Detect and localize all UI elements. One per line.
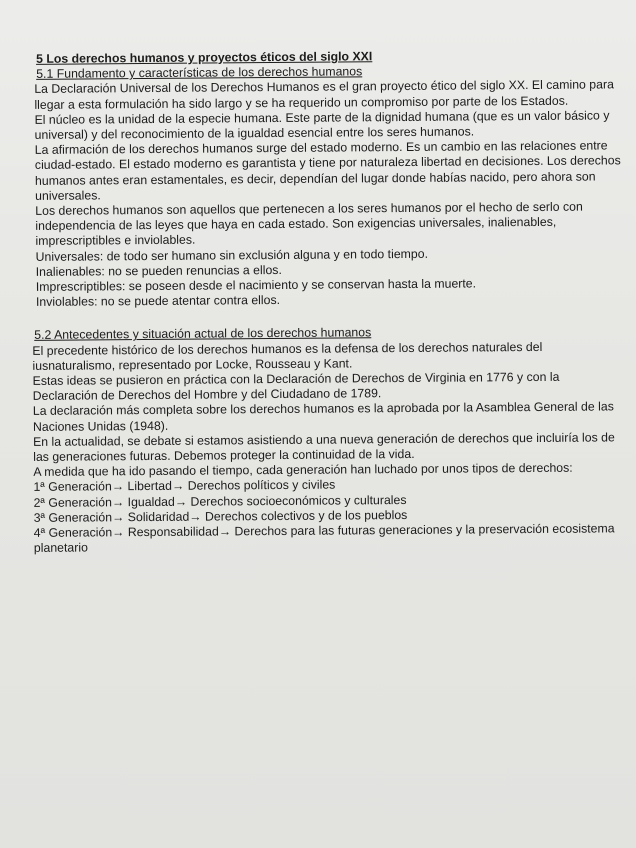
section-title: 5 Los derechos humanos y proyectos éticos del siglo XXI — [35, 49, 373, 66]
generation-item: 4ª Generación→ Responsabilidad→ Derechos para las futuras generaciones y la preservación ecosistema planetario — [33, 521, 615, 556]
subsection-title-5-1: 5.1 Fundamento y características de los derechos humanos — [36, 64, 363, 82]
definition-universales: Universales: de todo ser humano sin exclusión alguna y en todo tiempo. — [35, 246, 429, 264]
paragraph: La declaración más completa sobre los derechos humanos es la aprobada por la Asamblea General de las Naciones Unidas (1948). — [32, 399, 614, 434]
document-body — [22, 47, 624, 556]
paragraph: La afirmación de los derechos humanos surge del estado moderno. Es un cambio en las relaciones entre ciudad-estado. El estado moderno es garantista y tiene por naturaleza libertad en decisiones. Los derechos humanos antes eran estamentales, es decir, dependían del lugar donde habías nacido, pero ahora son universales. — [34, 138, 621, 203]
generation-item: 3ª Generación→ Solidaridad→ Derechos colectivos y de los pueblos — [33, 507, 408, 525]
paragraph: Los derechos humanos son aquellos que pertenecen a los seres humanos por el hecho de serlo con independencia de las leyes que haya en cada estado. Son exigencias universales, inalienables, imprescriptibles e inviolables. — [35, 199, 583, 249]
definition-inviolables: Inviolables: no se puede atentar contra ellos. — [35, 293, 281, 310]
definition-inalienables: Inalienables: no se pueden renuncias a ellos. — [35, 262, 282, 279]
paragraph: La Declaración Universal de los Derechos Humanos es el gran proyecto ético del siglo XX. El camino para llegar a esta formulación ha sido largo y se ha requerido un compromiso por parte de los Estados. — [34, 77, 614, 112]
definition-imprescriptibles: Imprescriptibles: se poseen desde el nacimiento y se conservan hasta la muerte. — [35, 276, 477, 294]
paragraph: En la actualidad, se debate si estamos asistiendo a una nueva generación de derechos que incluiría los de las generaciones futuras. Debemos proteger la continuidad de la vida. — [33, 430, 615, 465]
generation-item: 2ª Generación→ Igualdad→ Derechos socioeconómicos y culturales — [33, 492, 407, 510]
section-5-2-text — [32, 339, 624, 556]
paragraph: A medida que ha ido pasando el tiempo, cada generación han luchado por unos tipos de derechos: — [33, 460, 573, 480]
generations-list — [33, 476, 624, 557]
paragraph: El núcleo es la unidad de la especie humana. Este parte de la dignidad humana (que es un valor básico y universal) y del reconocimiento de la igualdad esencial entre los seres humanos. — [34, 108, 610, 142]
paragraph: Estas ideas se pusieron en práctica con la Declaración de Derechos de Virginia en 1776 y con la Declaración de Derechos del Hombre y del Ciudadano de 1789. — [32, 369, 560, 404]
generation-item: 1ª Generación→ Libertad→ Derechos políticos y civiles — [33, 478, 336, 495]
subsection-title-5-2: 5.2 Antecedentes y situación actual de los derechos humanos — [34, 325, 372, 343]
section-5-1-text — [34, 78, 622, 311]
paragraph: El precedente histórico de los derechos humanos es la defensa de los derechos naturales del iusnaturalismo, representado por Locke, Rousseau y Kant. — [32, 339, 543, 373]
